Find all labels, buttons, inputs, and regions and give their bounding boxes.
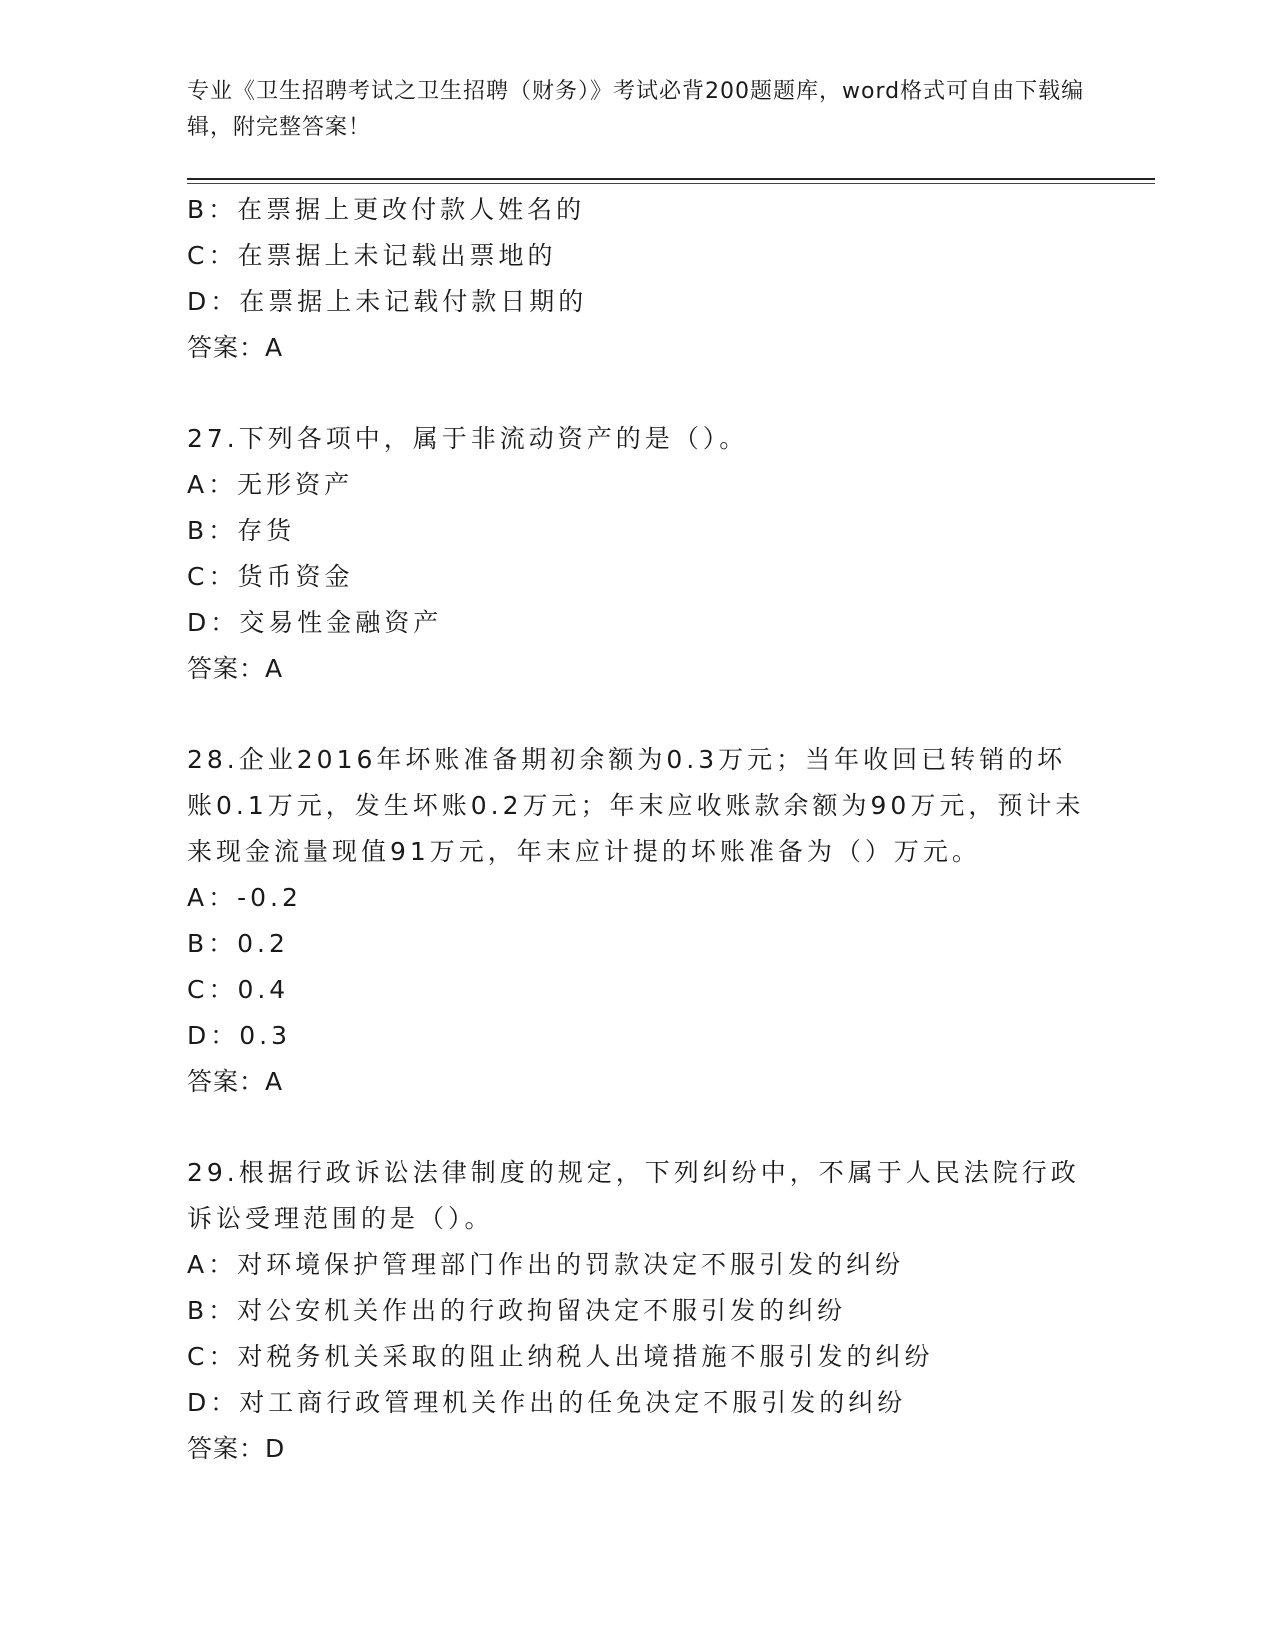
option-b: B：在票据上更改付款人姓名的	[187, 195, 586, 224]
question-29	[187, 1150, 1087, 1472]
option-a: A：无形资产	[187, 470, 354, 499]
answer: 答案：A	[187, 1067, 284, 1096]
answer: 答案：A	[187, 333, 284, 362]
question-stem: 27.下列各项中，属于非流动资产的是（）。	[187, 424, 749, 453]
option-c: C：对税务机关采取的阻止纳税人出境措施不服引发的纠纷	[187, 1342, 934, 1371]
option-b: B：对公安机关作出的行政拘留决定不服引发的纠纷	[187, 1296, 847, 1325]
option-a: A：-0.2	[187, 883, 302, 912]
question-28	[187, 737, 1087, 1105]
answer: 答案：D	[187, 1434, 286, 1463]
spacer	[187, 692, 1087, 737]
option-c: C：在票据上未记载出票地的	[187, 241, 557, 270]
spacer	[187, 1105, 1087, 1150]
spacer	[187, 371, 1087, 416]
header-rule-thick	[187, 178, 1155, 180]
answer: 答案：A	[187, 654, 284, 683]
option-d: D：在票据上未记载付款日期的	[187, 287, 588, 316]
question-list	[187, 187, 1087, 1472]
option-b: B：存货	[187, 516, 296, 545]
question-26	[187, 187, 1087, 371]
option-d: D：对工商行政管理机关作出的任免决定不服引发的纠纷	[187, 1388, 907, 1417]
option-d: D：交易性金融资产	[187, 608, 443, 637]
option-b: B：0.2	[187, 929, 289, 958]
option-c: C：0.4	[187, 975, 290, 1004]
question-27	[187, 416, 1087, 692]
option-a: A：对环境保护管理部门作出的罚款决定不服引发的纠纷	[187, 1250, 905, 1279]
question-stem: 29.根据行政诉讼法律制度的规定，下列纠纷中，不属于人民法院行政诉讼受理范围的是（）。	[187, 1158, 1080, 1233]
header-rule-thin	[187, 183, 1155, 184]
question-stem: 28.企业2016年坏账准备期初余额为0.3万元；当年收回已转销的坏账0.1万元，发生坏账0.2万元；年末应收账款余额为90万元，预计未来现金流量现值91万元，年末应计提的坏账准备为（）万元。	[187, 745, 1085, 866]
option-c: C：货币资金	[187, 562, 354, 591]
option-d: D：0.3	[187, 1021, 292, 1050]
document-header: 专业《卫生招聘考试之卫生招聘（财务）》考试必背200题题库，word格式可自由下载编辑，附完整答案！	[187, 79, 1085, 140]
